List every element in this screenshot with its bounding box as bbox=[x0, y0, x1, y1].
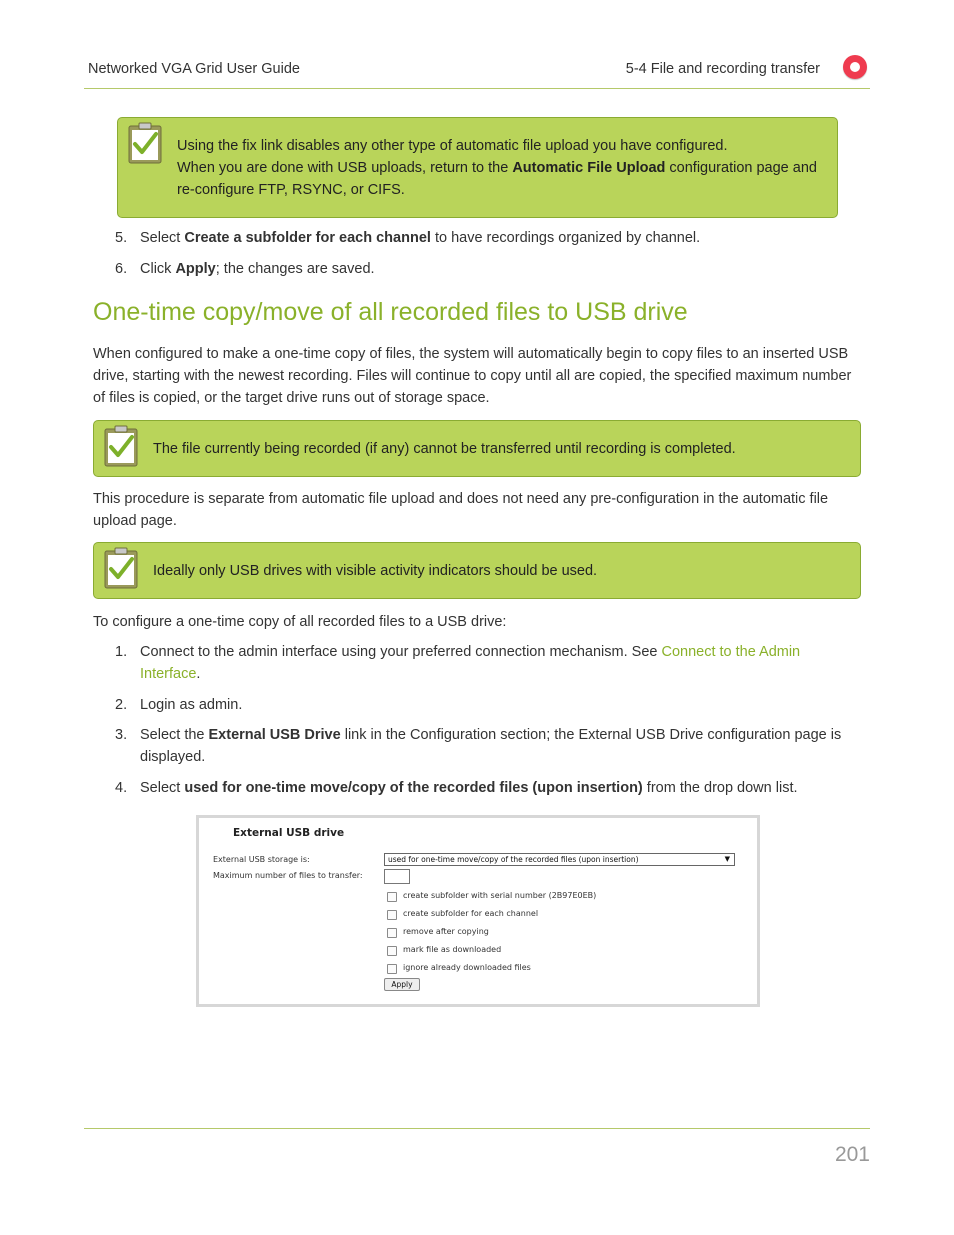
usb-storage-select[interactable] bbox=[384, 853, 735, 866]
checkbox[interactable] bbox=[387, 892, 397, 902]
note-bold: Automatic File Upload bbox=[512, 160, 666, 176]
paragraph: To configure a one-time copy of all recorded files to a USB drive: bbox=[93, 614, 507, 630]
step-text: Click Apply; the changes are saved. bbox=[140, 261, 375, 277]
intro-paragraph: When configured to make a one-time copy of files, the system will automatically begin to copy files to an inserted USB drive, starting with the newest recording. Files will continue to copy until all are copied, the specified maximum number of files is copied, or the target drive runs out of storage space. bbox=[93, 346, 852, 406]
apply-button[interactable]: Apply bbox=[384, 978, 420, 991]
checkbox-label: remove after copying bbox=[403, 927, 489, 936]
checkbox-label: ignore already downloaded files bbox=[403, 963, 531, 972]
checkbox[interactable] bbox=[387, 910, 397, 920]
note-box bbox=[93, 542, 861, 599]
max-files-input[interactable] bbox=[384, 869, 410, 884]
section-heading: One-time copy/move of all recorded files to USB drive bbox=[93, 298, 688, 326]
checkbox[interactable] bbox=[387, 964, 397, 974]
note-text bbox=[177, 135, 827, 201]
storage-label: External USB storage is: bbox=[213, 855, 310, 864]
note-box bbox=[93, 420, 861, 477]
usb-config-screenshot bbox=[196, 815, 760, 1007]
clipboard-check-icon bbox=[128, 122, 162, 164]
clipboard-check-icon bbox=[104, 425, 138, 467]
step-text: Connect to the admin interface using your preferred connection mechanism. See Connect to the Admin Interface. bbox=[140, 644, 801, 682]
checkbox-label: create subfolder with serial number (2B97E0EB) bbox=[403, 891, 597, 900]
step-text: Select Create a subfolder for each channel to have recordings organized by channel. bbox=[140, 230, 701, 246]
note-line-1: Using the fix link disables any other type of automatic file upload you have configured. bbox=[177, 138, 728, 154]
doc-title: Networked VGA Grid User Guide bbox=[88, 61, 300, 77]
checkbox[interactable] bbox=[387, 928, 397, 938]
note-line-2-end: configuration page and re-configure FTP, RSYNC, or CIFS. bbox=[177, 160, 817, 198]
note-text: Ideally only USB drives with visible activity indicators should be used. bbox=[153, 563, 598, 579]
checkbox[interactable] bbox=[387, 946, 397, 956]
note-box bbox=[117, 117, 838, 218]
record-icon bbox=[843, 55, 867, 79]
step-number: 4. bbox=[115, 780, 128, 796]
panel-title: External USB drive bbox=[233, 827, 345, 839]
dropdown-arrow-icon: ▼ bbox=[724, 855, 730, 863]
step-number: 5. bbox=[115, 230, 128, 246]
page-number: 201 bbox=[834, 1143, 870, 1166]
note-text: The file currently being recorded (if any) cannot be transferred until recording is completed. bbox=[153, 441, 736, 457]
step-number: 3. bbox=[115, 727, 128, 743]
page-header bbox=[84, 54, 870, 89]
step-text: Select used for one-time move/copy of the recorded files (upon insertion) from the drop down list. bbox=[140, 780, 798, 796]
step-number: 6. bbox=[115, 261, 128, 277]
max-files-label: Maximum number of files to transfer: bbox=[213, 871, 363, 880]
step-text: Login as admin. bbox=[140, 697, 243, 713]
step-text: Select the External USB Drive link in the Configuration section; the External USB Drive configuration page is displayed. bbox=[140, 727, 842, 765]
section-title: 5-4 File and recording transfer bbox=[625, 61, 820, 77]
footer-divider bbox=[84, 1128, 870, 1129]
clipboard-check-icon bbox=[104, 547, 138, 589]
step-number: 2. bbox=[115, 697, 128, 713]
usb-storage-value: used for one-time move/copy of the recorded files (upon insertion) bbox=[388, 855, 639, 864]
paragraph: This procedure is separate from automatic file upload and does not need any pre-configuration in the automatic file upload page. bbox=[93, 491, 829, 529]
step-number: 1. bbox=[115, 644, 128, 660]
checkbox-label: mark file as downloaded bbox=[403, 945, 502, 954]
note-line-2: When you are done with USB uploads, return to the bbox=[177, 160, 513, 176]
checkbox-label: create subfolder for each channel bbox=[403, 909, 539, 918]
admin-interface-link[interactable]: Connect to the Admin Interface bbox=[140, 644, 801, 682]
